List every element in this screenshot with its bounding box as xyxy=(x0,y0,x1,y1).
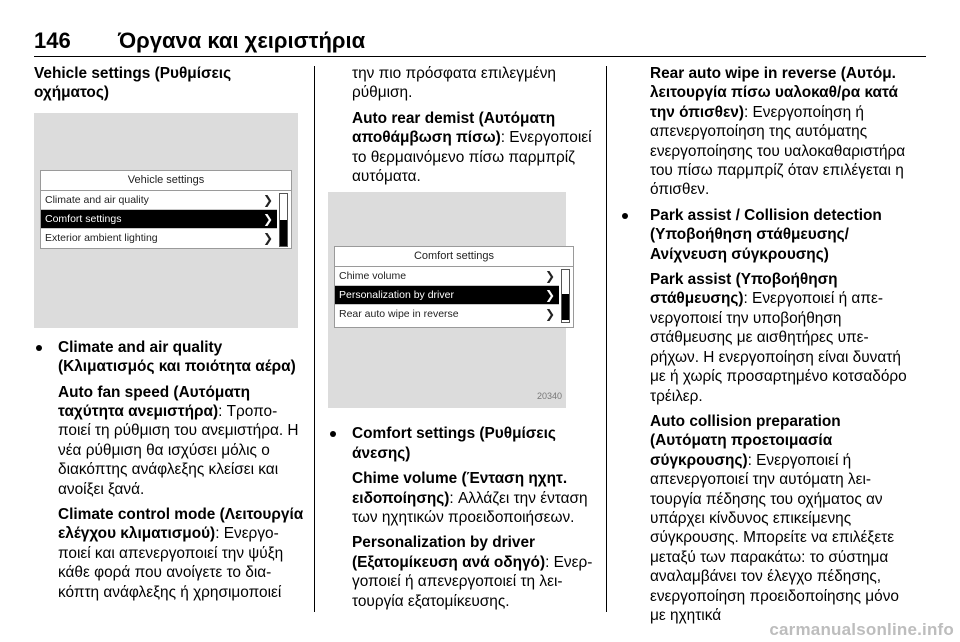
watermark: carmanualsonline.info xyxy=(769,620,954,639)
scroll-thumb xyxy=(562,294,569,320)
term-text: : Ενεργοποιεί το θερμαινόμενο πίσω παρμπρίζ αυτόματα. xyxy=(352,129,592,186)
bullet-climate: Climate and air quality (Κλιματισμός και ποιότητα αέρα) xyxy=(34,338,304,377)
section-heading: Vehicle settings (Ρυθμίσεις οχήματος) xyxy=(34,65,232,102)
column-divider-2 xyxy=(606,66,607,612)
column-1 xyxy=(34,64,304,608)
vehicle-settings-illustration xyxy=(34,113,298,328)
paragraph-rear-demist xyxy=(352,109,594,187)
page-number: 146 xyxy=(34,28,71,53)
screen-title: Comfort settings xyxy=(335,247,573,267)
paragraph-chime xyxy=(352,469,594,527)
column-divider-1 xyxy=(314,66,315,612)
menu-item-label: Comfort settings xyxy=(45,212,122,225)
bullet-comfort: Comfort settings (Ρυθμίσεις άνεσης) xyxy=(328,424,594,463)
term-text: : Ενεργοποιεί και απενεργοποιεί την ψύξη κάθε φορά που ανοίγετε το διακόπτη ανάφλεξης ή χρησιμοποιεί xyxy=(58,525,284,601)
term-text: : Ενεργοποιεί ή απενεργοποιεί την αυτόματη λειτουργία πέδησης του οχήματος αν υπάρχει κίνδυνος επικείμενης σύγκρουσης. Μπορείτε να επιλέξετε μεταξύ των παρακάτω: το σύστημα αναλαμβάνει τον έλεγχο πέδησης, ενεργοποίηση προειδοποίησης μόνο με ηχητικά xyxy=(650,451,899,624)
menu-item-label: Climate and air quality xyxy=(45,193,149,206)
chevron-right-icon: ❯ xyxy=(544,269,555,284)
term-label: Auto fan speed (Αυτόματη ταχύτητα ανεμιστήρα) xyxy=(58,383,251,421)
paragraph-continued: την πιο πρόσφατα επιλεγμένη ρύθμιση. xyxy=(352,65,556,102)
term-label: Park assist (Υποβοήθηση στάθμευσης) xyxy=(650,271,838,308)
vehicle-settings-screen xyxy=(40,170,292,249)
chevron-right-icon: ❯ xyxy=(262,211,273,226)
comfort-settings-screen xyxy=(334,246,574,328)
comfort-settings-illustration xyxy=(328,192,566,408)
menu-item-label: Exterior ambient lighting xyxy=(45,231,158,244)
menu-item-chime xyxy=(335,267,559,286)
term-text: : Ενεργοποιεί ή απενεργοποιεί την υποβοήθηση στάθμευσης με αισθητήρες υπερήχων. Η ενεργοποίηση είναι δυνατή με ή χωρίς προσαρτημένο κοτσαδόρο τρέιλερ. xyxy=(650,290,907,405)
column-2 xyxy=(328,64,594,617)
paragraph-climate-mode xyxy=(58,505,304,602)
menu-item-label: Chime volume xyxy=(339,270,407,283)
scrollbar xyxy=(561,269,570,323)
bullet-park-assist: Park assist / Collision detection (Υποβοήθηση στάθμευσης/ Ανίχνευση σύγκρουσης) xyxy=(620,206,908,264)
term-text: : Τροποποιεί τη ρύθμιση του ανεμιστήρα. Η νέα ρύθμιση θα ισχύσει μόλις ο διακόπτης ανάφλεξης κλείσει και ανοίξει ξανά. xyxy=(58,403,299,498)
chevron-right-icon: ❯ xyxy=(262,192,273,207)
paragraph-collision xyxy=(650,412,908,625)
running-title: Όργανα και χειριστήρια xyxy=(118,28,366,53)
paragraph-auto-fan xyxy=(58,383,304,499)
term-text: : Ενεργοποίηση ή απενεργοποίηση της αυτόματης ενεργοποίησης του υαλοκαθαριστήρα του πίσω παρμπρίζ όταν επιλέγεται η όπισθεν. xyxy=(650,103,906,199)
menu-item-climate xyxy=(41,191,277,210)
menu-item-comfort xyxy=(41,210,277,229)
chevron-right-icon: ❯ xyxy=(544,288,555,303)
term-label: Auto collision preparation (Αυτόματη προετοιμασία σύγκρουσης) xyxy=(650,412,841,469)
screen-title: Vehicle settings xyxy=(41,171,291,191)
term-label: Climate control mode (Λειτουργία ελέγχου κλιματισμού) xyxy=(58,506,304,543)
menu-item-personalization xyxy=(335,286,559,305)
term-text: : Ενεργοποιεί ή απενεργοποιεί τη λειτουργία εξατομίκευσης. xyxy=(352,553,593,610)
paragraph-personalization xyxy=(352,533,594,611)
paragraph-rear-wipe xyxy=(650,64,908,200)
chevron-right-icon: ❯ xyxy=(262,230,273,245)
scroll-thumb xyxy=(280,220,287,246)
header-rule xyxy=(34,56,926,57)
menu-item-exterior-lighting xyxy=(41,229,277,247)
menu-item-label: Personalization by driver xyxy=(339,289,454,302)
menu-item-rear-wipe xyxy=(335,305,559,323)
menu-item-label: Rear auto wipe in reverse xyxy=(339,308,459,321)
term-label: Personalization by driver (Εξατομίκευση ανά οδηγό) xyxy=(352,534,546,571)
column-3 xyxy=(620,64,908,631)
paragraph-park-assist xyxy=(650,270,908,406)
term-label: Auto rear demist (Αυτόματη αποθάμβωση πίσω) xyxy=(352,109,556,147)
term-label: Rear auto wipe in reverse (Αυτόμ. λειτουργία πίσω υαλοκαθ/ρα κατά την όπισθεν) xyxy=(650,65,898,121)
figure-code: 20340 xyxy=(536,391,562,402)
chevron-right-icon: ❯ xyxy=(544,307,555,322)
term-label: Chime volume (Ένταση ηχητ. ειδοποίησης) xyxy=(352,470,568,507)
scrollbar xyxy=(279,193,288,247)
term-text: : Αλλάζει την ένταση των ηχητικών προειδοποιήσεων. xyxy=(352,489,588,527)
